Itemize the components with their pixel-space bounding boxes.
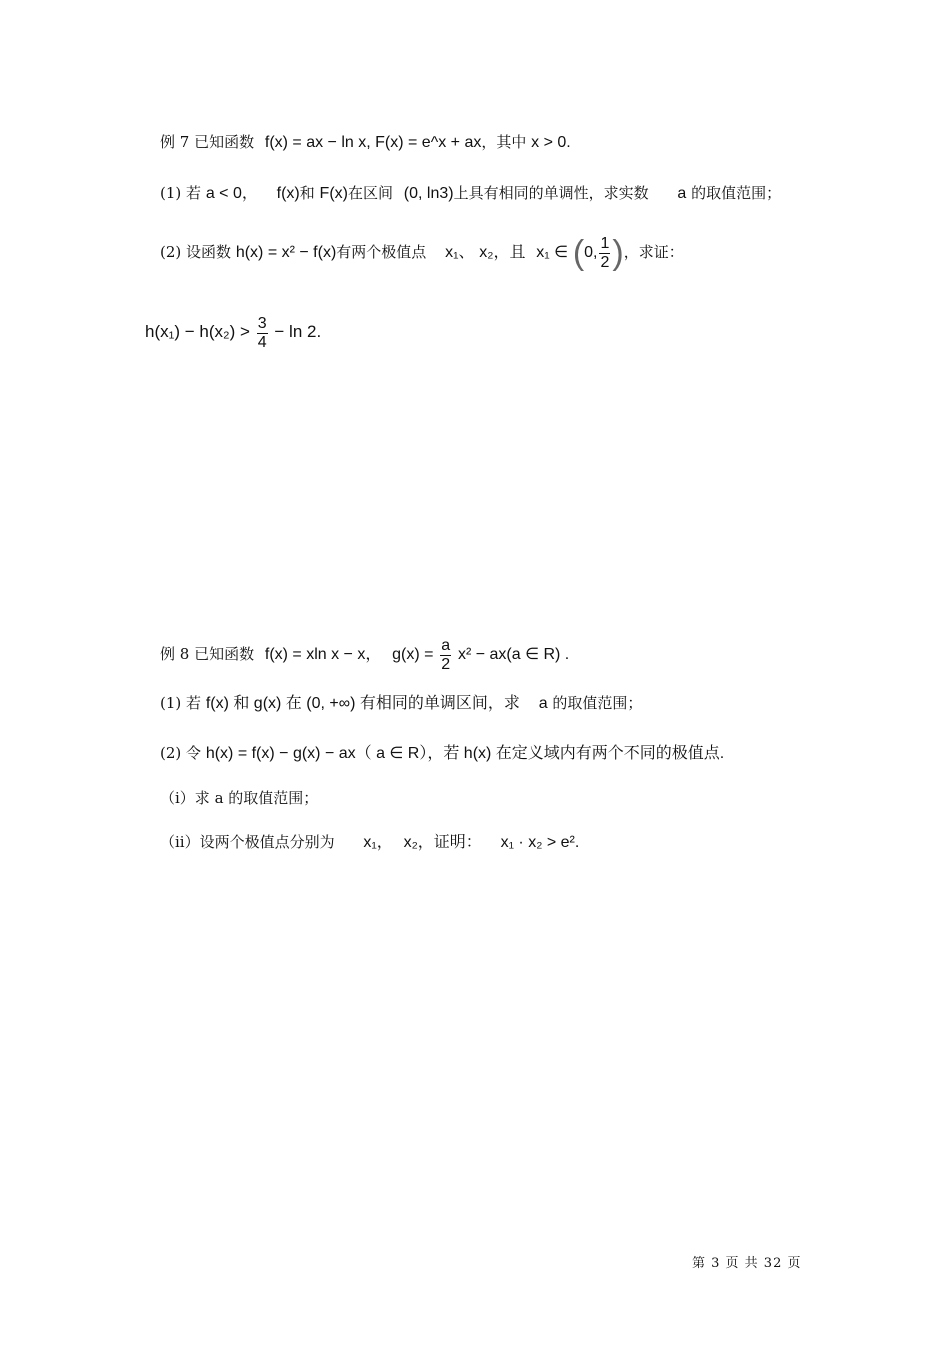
ex7-part1-end: 的取值范围； (691, 184, 782, 202)
ex7-tail: ，其中 (481, 133, 527, 151)
ex8-g-definition-right: x² − ax(a ∈ R) . (457, 646, 570, 663)
ex8-g-frac-num: a (441, 636, 451, 654)
ex8-g-fraction (440, 637, 451, 674)
ex8-part2-ii-prefix: （ii）设两个极值点分别为 (160, 833, 335, 851)
ex7-part2-interval-start: 0, (584, 244, 598, 261)
ex7-part2-mid: 有两个极值点 (336, 243, 427, 261)
page-footer: 第 3 页 共 32 页 (692, 1256, 802, 1271)
ex7-condition: x > 0. (531, 134, 571, 151)
ex8-part2-i (160, 788, 318, 808)
ex8-part2-body: h(x) = f(x) − g(x) − ax（ a ∈ R），若 h(x) 在定义域内有两个不同的极值点. (205, 745, 725, 762)
ex7-part2-frac-num: 1 (600, 234, 610, 252)
ex8-f-definition: f(x) = xln x − x， (264, 646, 382, 663)
ex7-part2-x1-in: x₁ ∈ (536, 244, 569, 261)
ex7-part2-prefix: (2) 设函数 (160, 243, 232, 261)
ex7-part2-open-paren: ( (572, 234, 585, 272)
ex7-part2-h: h(x) = x² − f(x) (235, 244, 337, 261)
ex7-part1-mid: 在区间 (347, 184, 393, 202)
ex7-formula: f(x) = ax − ln x, F(x) = e^x + ax (264, 134, 482, 151)
ex7-part2-tail: ，求证： (623, 243, 684, 261)
ex7-part1 (160, 183, 781, 204)
ex7-part1-f: f(x) (276, 185, 300, 202)
ex7-inequality-fraction (257, 315, 268, 352)
ex8-part2-prefix: (2) 令 (160, 744, 202, 762)
ex7-part1-condition: a < 0， (205, 185, 258, 202)
ex8-part1-body: f(x) 和 g(x) 在 (0, +∞) 有相同的单调区间，求 (205, 695, 520, 712)
ex7-inequality-frac-num: 3 (257, 314, 267, 332)
ex7-part1-interval: (0, ln3) (403, 185, 454, 202)
ex7-part2-fraction (599, 235, 610, 272)
ex8-g-definition-left: g(x) = (392, 646, 434, 663)
ex8-part2-ii-inequality: x₁ · x₂ > e². (500, 834, 580, 851)
ex8-part2-ii-x2: x₂，证明： (403, 834, 482, 851)
ex7-part1-tail: 上具有相同的单调性，求实数 (453, 184, 649, 202)
ex7-heading: 例 7 已知函数 (160, 133, 255, 151)
ex7-inequality-right: − ln 2. (274, 322, 322, 341)
ex8-part1-a: a (538, 695, 548, 712)
ex7-part1-and: 和 (299, 184, 315, 202)
ex7-part1-F: F(x) (319, 185, 348, 202)
ex8-part2 (160, 743, 724, 764)
ex8-part2-ii (160, 832, 579, 853)
ex8-part1-prefix: (1) 若 (160, 694, 202, 712)
ex7-part2-close-paren: ) (612, 234, 624, 272)
ex7-inequality-frac-den: 4 (257, 333, 267, 351)
ex8-part1 (160, 693, 642, 714)
ex7-inequality-left: h(x₁) − h(x₂) > (145, 322, 250, 341)
ex7-part2 (160, 232, 684, 273)
ex8-part2-i-text: （i）求 a 的取值范围； (160, 789, 319, 807)
ex7-part1-prefix: (1) 若 (160, 184, 202, 202)
ex7-part2-x1: x₁、 (445, 244, 475, 261)
ex7-part2-frac-den: 2 (600, 253, 610, 271)
ex7-part1-a: a (677, 185, 687, 202)
ex8-heading: 例 8 已知函数 (160, 645, 255, 663)
ex7-statement (160, 132, 571, 153)
ex8-g-frac-den: 2 (441, 655, 451, 673)
ex7-inequality (145, 312, 321, 352)
ex7-part2-x2: x₂，且 (479, 244, 526, 261)
ex8-statement (160, 634, 569, 675)
ex8-part1-end: 的取值范围； (552, 694, 643, 712)
ex8-part2-ii-x1: x₁， (363, 834, 393, 851)
